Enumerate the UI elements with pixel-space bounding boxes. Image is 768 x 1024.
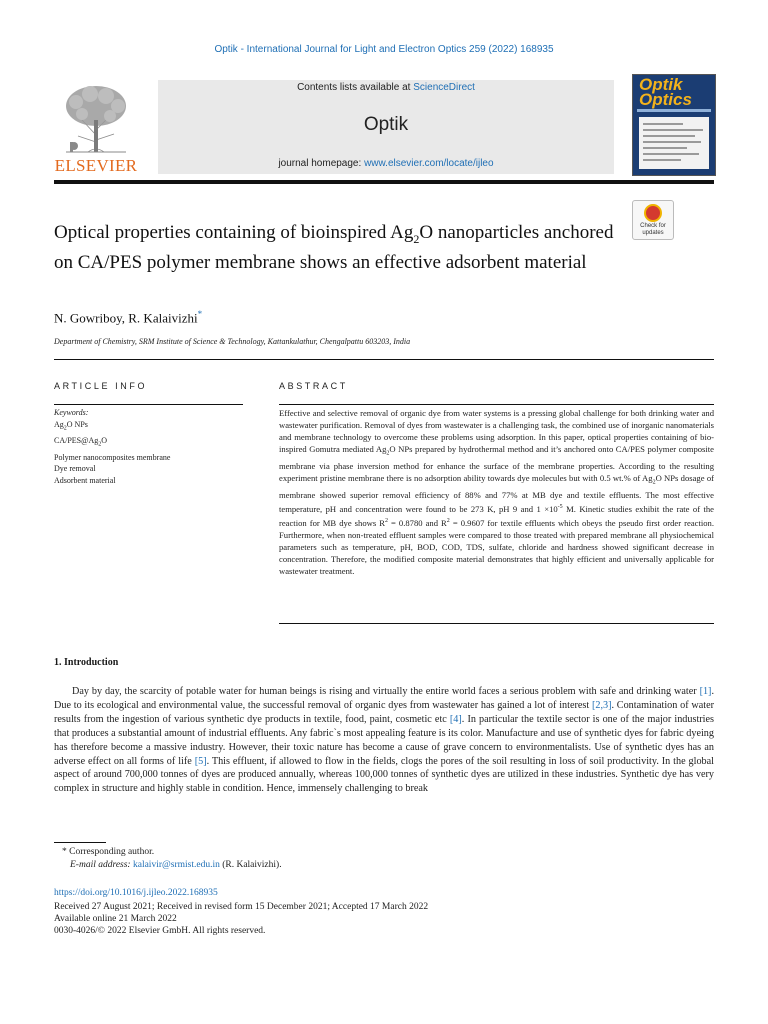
email-note: E-mail address: kalaivir@srmist.edu.in (R. Kalaivizhi). — [70, 860, 282, 870]
journal-citation-link[interactable]: Optik - International Journal for Light and Electron Optics 259 (2022) 168935 — [214, 44, 554, 55]
divider — [54, 359, 714, 360]
title-text-1: Optical properties containing of bioinspired Ag — [54, 222, 414, 243]
author-names: N. Gowriboy, R. Kalaivizhi — [54, 310, 198, 326]
authors — [54, 309, 202, 326]
email-link[interactable]: kalaivir@srmist.edu.in — [132, 860, 220, 870]
abstract-text: Effective and selective removal of organic dye from water systems is a pressing global challenge for both drinking water and wastewater purification. Removal of dyes from wastewater is a challenging task, the combined use of inorganic nanomaterials and membrane technology to overcome these problems using adsorption. In this paper, optical properties containing of bio-inspired Gomutra mediated $Ag_2O$ NPs prepared by hydrothermal method and it’s anchored onto CA/PES polymer composite membrane via phase inversion method for enhance the surface of the membrane properties. According to the resulting experiment pristine membrane there is no adsorption ability towards dye molecules but with 0.5 wt.% of $Ag_2O$ NPs dosage of membrane showed superior removal efficiency of 88% and 77% at MB dye and textile effluents. The most effective temperature, pH and concentration were found to be 273 K, pH 9 and $1 \times 10^{-5}$ M. Kinetic studies exhibit the rate of the reaction for MB dye shows $R^2 = 0.8780$ and $R^2 = 0.9607$ for textile effluents which obeys the pseudo first order reaction. Furthermore, when non-treated effluent samples were compared to those treated with prepared membrane all physiochemical parameters such as temperature, pH, BOD, COD, TDS, sulfate, chloride and hardness showed significant decrease in concentration. Therefore, the modified composite material demonstrates that highly efficient and universally applicable for wastewater treatment. — [279, 408, 715, 577]
keyword-item: Adsorbent material — [54, 476, 116, 486]
cover-stripe — [637, 109, 711, 112]
title-subscript: 2 — [413, 231, 420, 246]
journal-cover-thumbnail[interactable] — [632, 74, 716, 176]
bookmark-icon — [644, 204, 662, 222]
homepage-prefix: journal homepage: — [278, 158, 365, 169]
cover-page-block — [639, 117, 709, 169]
corresponding-author-mark[interactable]: * — [197, 309, 203, 319]
copyright: 0030-4026/© 2022 Elsevier GmbH. All rights reserved. — [54, 926, 266, 936]
journal-homepage-link[interactable]: www.elsevier.com/locate/ijleo — [364, 158, 494, 169]
keyword-item: Dye removal — [54, 464, 96, 474]
keyword-item: Polymer nanocomposites membrane — [54, 452, 171, 462]
corresponding-author-note: * Corresponding author. — [62, 847, 155, 857]
keywords-list — [54, 407, 243, 487]
reference-link[interactable]: [5] — [194, 755, 207, 767]
reference-link[interactable]: [2,3] — [591, 699, 612, 711]
received-dates: Received 27 August 2021; Received in revised form 15 December 2021; Accepted 17 March 2022 — [54, 902, 429, 912]
divider — [54, 404, 243, 405]
homepage-line — [158, 158, 614, 169]
online-date: Available online 21 March 2022 — [54, 914, 177, 924]
section-heading-introduction: 1. Introduction — [54, 657, 119, 668]
check-updates-label: Check for updates — [640, 223, 666, 236]
masthead-rule — [54, 180, 714, 184]
abstract-heading: ABSTRACT — [279, 381, 348, 391]
keyword-item: $Ag_2O$ NPs — [54, 419, 88, 432]
divider — [279, 404, 714, 405]
journal-name: Optik — [363, 114, 409, 135]
contents-line — [158, 82, 614, 93]
doi-link[interactable]: https://doi.org/10.1016/j.ijleo.2022.168935 — [54, 888, 218, 898]
keywords-label: Keywords: — [54, 408, 89, 417]
title-text-2: O nanoparticles anchored on CA/PES polymer membrane shows an effective adsorbent material — [54, 222, 614, 273]
footnote-rule — [54, 842, 106, 843]
cover-title: Optik Optics — [639, 75, 692, 109]
reference-link[interactable]: [4] — [449, 713, 462, 725]
article-title — [54, 221, 634, 275]
divider — [279, 623, 714, 624]
publisher-wordmark: ELSEVIER — [54, 156, 138, 175]
keyword-item: $CA/PES@Ag_2O$ — [54, 436, 108, 448]
check-for-updates-button[interactable] — [632, 200, 674, 240]
article-info-heading: ARTICLE INFO — [54, 381, 148, 391]
affiliation: Department of Chemistry, SRM Institute of Science & Technology, Kattankulathur, Chengalpattu 603203, India — [54, 337, 411, 346]
sciencedirect-link[interactable]: ScienceDirect — [413, 82, 475, 93]
introduction-paragraph: Day by day, the scarcity of potable water for human beings is rising and virtually the entire world faces a serious problem with safe and drinking water [1]. Due to its ecological and environmental value, the successful removal of organic dyes from wastewater has gained a lot of interest [2,3]. Contamination of water results from the ingestion of various synthetic dye products in textile, food, paint, cosmetic etc [4]. In particular the textile sector is one of the major industries that produces a substantial amount of industrial effluents. Any fabric`s most appealing feature is its color. Manufacture and use of synthetic dyes for fabric dyeing has therefore become a massive industry. However, their toxic nature has become a cause of grave concern to environmentalists. Use of synthetic dyes has an adverse effect on all forms of life [5]. This effluent, if allowed to flow in the fields, clogs the pores of the soil resulting in loss of soil productivity. In the global aspect of around 700,000 tonnes of dyes are produced annually, whereas 100,000 tonnes of synthetic dyes are utilized in these industries. Synthetic dye has very complex in structure and highly stable in condition. Hence, immensely challenging to break — [54, 686, 715, 795]
reference-link[interactable]: [1] — [699, 686, 712, 697]
contents-prefix: Contents lists available at — [297, 82, 414, 93]
